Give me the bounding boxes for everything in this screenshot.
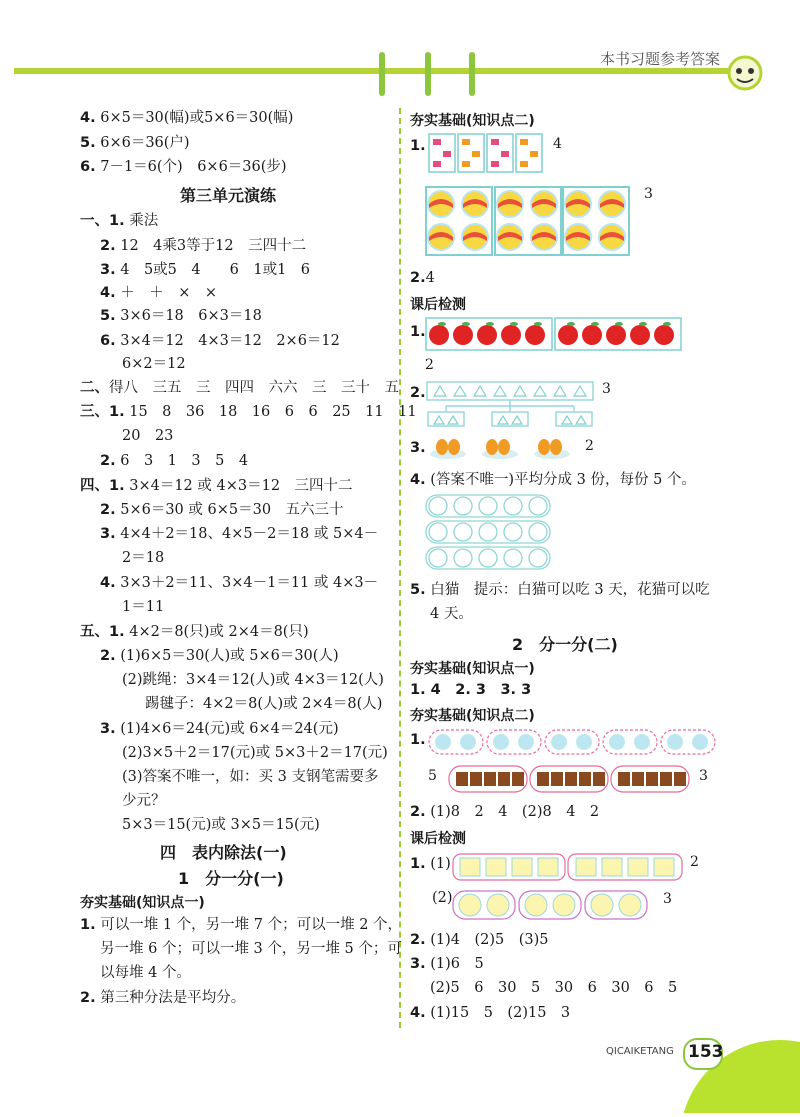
answer-line: 五、1. 4×2＝8(只)或 2×4＝8(只) [80,624,309,640]
chocolate-bars-figure [448,764,692,798]
lesson-title: 1 分一分(一) [178,869,284,888]
answer-line: 1. [410,324,426,340]
header-logo-icon [727,55,763,95]
balls-figure [425,186,630,262]
answer-line: 2. [410,385,426,401]
answer-line: 2. 第三种分法是平均分。 [80,990,246,1006]
answer-line: 5. 3×6＝18 6×3＝18 [100,308,262,324]
answer-line: 踢毽子：4×2＝8(人)或 2×4＝8(人) [145,696,383,712]
answer-line: 5. 6×6＝36(户) [80,135,190,151]
answer-line: 2＝18 [122,550,165,566]
answer-line: 3. [410,440,426,456]
answer-line: 4 天。 [430,606,473,622]
figure-label: 2 [585,438,594,454]
apples-figure [425,316,685,356]
answer-line: 二、得八 三五 三 四四 六六 三 三十 五 [80,380,399,396]
answer-line: 3. 4 5或5 4 6 1或1 6 [100,262,311,278]
figure-label: 3 [663,891,672,907]
figure-label: 4 [553,136,562,152]
answer-line: 3. (1)4×6＝24(元)或 6×4＝24(元) [100,721,339,737]
header-title: 本书习题参考答案 [600,50,721,68]
answer-line: 3. (1)6 5 [410,956,484,972]
answer-line: 3. 4×4＋2＝18、4×5－2＝18 或 5×4－ [100,526,379,542]
trees-figure [426,380,596,434]
squares-figure [452,852,684,886]
answer-line: 1. 可以一堆 1 个，另一堆 7 个；可以一堆 2 个， [80,917,403,933]
answer-line: 2.4 [410,270,435,286]
answer-line: 1. [410,138,426,154]
answer-line: 4. (1)15 5 (2)15 3 [410,1005,571,1021]
figure-label: 2 [425,357,434,373]
answer-line: (2) [432,890,453,906]
answer-line: 2. 6 3 1 3 5 4 [100,453,249,469]
subsection-heading: 课后检测 [410,831,466,847]
answer-line: 以每堆 4 个。 [100,965,191,981]
answer-line: 四、1. 3×4＝12 或 4×3＝12 三四十二 [80,478,353,494]
answer-line: 三、1. 15 8 36 18 16 6 6 25 11 11 [80,404,417,420]
chapter-title: 四 表内除法(一) [160,843,287,862]
column-divider [399,108,401,1028]
answer-line: (2)3×5＋2＝17(元)或 5×3＋2＝17(元) [122,745,388,761]
answer-line: 4. 6×5＝30(幅)或5×6＝30(幅) [80,110,294,126]
answer-line: 6×2＝12 [122,356,186,372]
answer-line: 少元？ [122,793,166,809]
answer-line: 2. (1)8 2 4 (2)8 4 2 [410,804,600,820]
answer-line: 5×3＝15(元)或 3×5＝15(元) [122,817,320,833]
page-number: 153 [688,1042,724,1062]
figure-label: 3 [699,768,708,784]
subsection-heading: 夯实基础(知识点一) [80,895,205,911]
figure-label: 2 [690,854,699,870]
smiley-grid-figure [425,494,553,576]
answer-line: 2. (1)4 (2)5 (3)5 [410,932,549,948]
pears-figure [428,432,578,464]
answer-line: 1. 4 2. 3 3. 3 [410,682,532,698]
circles-groups2-figure [452,888,652,926]
candy-figure [428,133,546,179]
answer-line: 另一堆 6 个；可以一堆 3 个，另一堆 5 个；可 [100,941,402,957]
answer-line: 5. 白猫 提示：白猫可以吃 3 天，花猫可以吃 [410,582,710,598]
lesson-title: 2 分一分(二) [512,635,618,654]
answer-line: 6. 3×4＝12 4×3＝12 2×6＝12 [100,333,340,349]
subsection-heading: 课后检测 [410,297,466,313]
answer-line: 1. (1) [410,856,451,872]
section-title: 第三单元演练 [180,186,277,205]
answer-line: 2. (1)6×5＝30(人)或 5×6＝30(人) [100,648,339,664]
answer-line: 2. 12 4乘3等于12 三四十二 [100,238,307,254]
subsection-heading: 夯实基础(知识点二) [410,113,535,129]
answer-line: 20 23 [122,428,174,444]
binder-clip [469,52,475,96]
footer-decoration [660,1040,800,1117]
answer-line: (2)5 6 30 5 30 6 30 6 5 [430,980,678,996]
answer-line: 1＝11 [122,599,165,615]
figure-label: 3 [602,381,611,397]
answer-line: 4. ＋ ＋ × × [100,285,218,301]
answer-line: (2)跳绳：3×4＝12(人)或 4×3＝12(人) [122,672,384,688]
binder-clip [425,52,431,96]
subsection-heading: 夯实基础(知识点二) [410,708,535,724]
answer-line: 一、1. 乘法 [80,213,159,229]
figure-label: 3 [644,186,653,202]
figure-label: 5 [428,768,437,784]
answer-line: (3)答案不唯一，如：买 3 支钢笔需要多 [122,769,379,785]
answer-line: 6. 7－1＝6(个) 6×6＝36(步) [80,159,287,175]
answer-line: 4. (答案不唯一)平均分成 3 份，每份 5 个。 [410,472,696,488]
footer-brand: QICAIKETANG [606,1046,674,1057]
answer-line: 4. 3×3＋2＝11、3×4－1＝11 或 4×3－ [100,575,379,591]
subsection-heading: 夯实基础(知识点一) [410,661,535,677]
answer-line: 1. [410,732,426,748]
binder-clip [379,52,385,96]
answer-line: 2. 5×6＝30 或 6×5＝30 五六三十 [100,502,344,518]
circle-groups-figure [428,726,716,762]
